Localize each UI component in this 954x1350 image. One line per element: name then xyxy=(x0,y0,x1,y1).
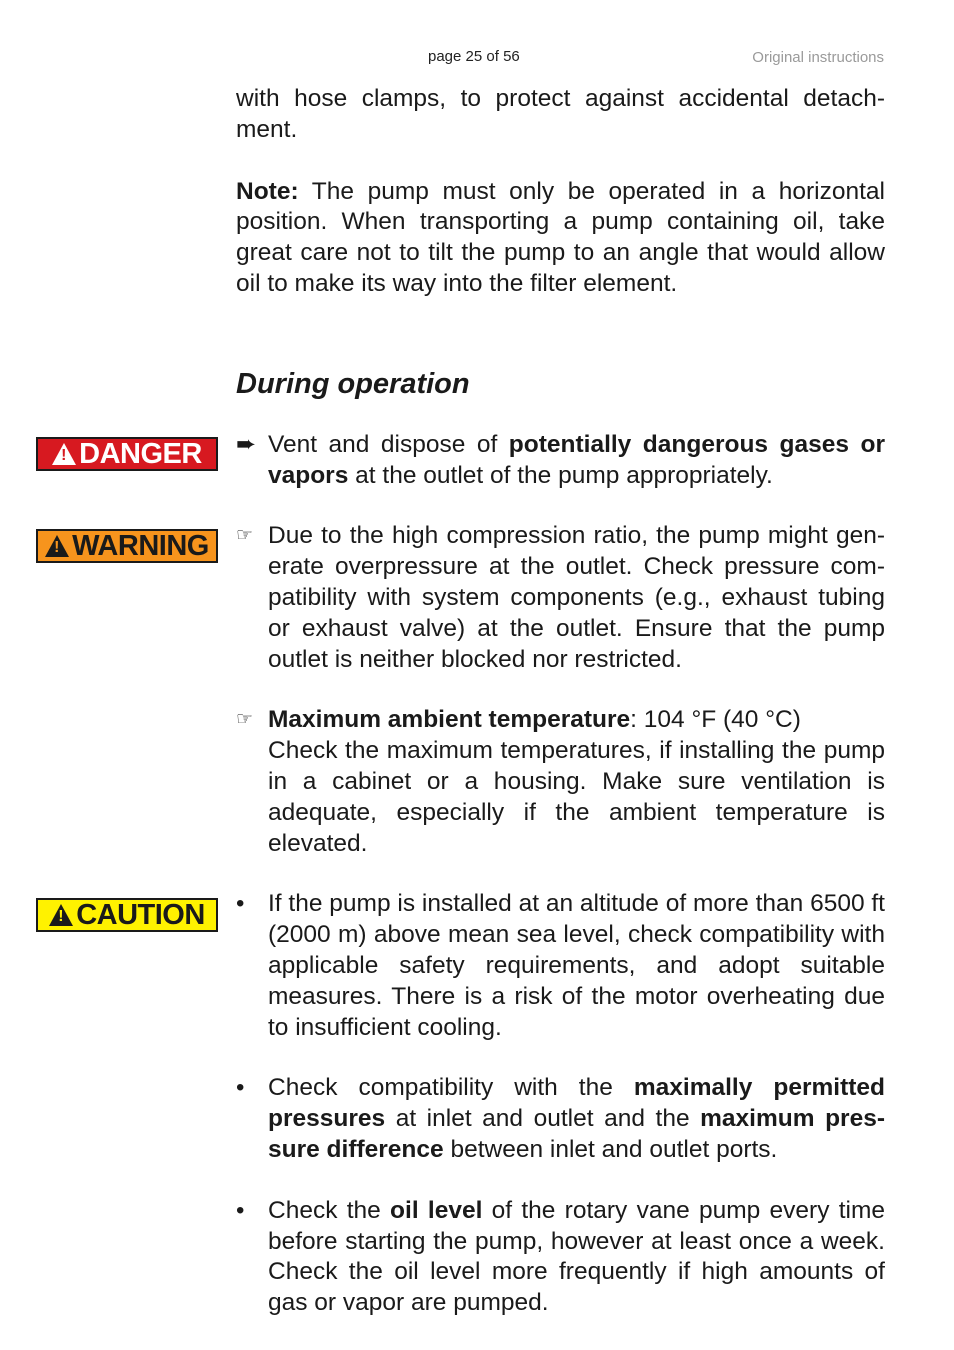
list-item-temperature xyxy=(236,705,885,859)
list-item-text: Check compatibility with the maximally permitted pressures at inlet and outlet and the maximum pres-sure difference between inlet and outlet ports. xyxy=(268,1074,885,1163)
danger-badge xyxy=(36,437,218,471)
bullet-icon: • xyxy=(236,1196,245,1224)
note-paragraph xyxy=(236,177,885,300)
document-type-label: Original instructions xyxy=(752,49,884,66)
page-header xyxy=(0,48,954,68)
list-item-text: If the pump is installed at an altitude of more than 6500 ft (2000 m) above mean sea level, check compatibility with applicable safety requirements, and adopt suitable measures. There is a risk of the motor overheating due to insufficient cooling. xyxy=(268,890,885,1041)
continuation-paragraph: with hose clamps, to protect against accidental detach-ment. xyxy=(236,85,885,143)
warning-triangle-icon: ! xyxy=(45,535,69,557)
pointing-hand-icon: ☞ xyxy=(236,525,254,547)
bullet-icon: • xyxy=(236,1074,245,1102)
bullet-icon: • xyxy=(236,890,245,918)
pointing-hand-icon: ☞ xyxy=(236,709,254,731)
arrow-icon: ➨ xyxy=(236,430,257,458)
list-item-text: Check the oil level of the rotary vane pump every time before starting the pump, however at least once a week. Check the oil level more frequently if high amounts of gas or vapor are pumped. xyxy=(268,1196,885,1317)
section-title: During operation xyxy=(236,367,470,400)
note-label: Note: xyxy=(236,177,299,205)
list-item-pressure xyxy=(236,1073,885,1165)
page-number: page 25 of 56 xyxy=(428,48,520,65)
page-content xyxy=(236,84,885,1319)
list-item-altitude xyxy=(236,889,885,1043)
list-item-text: Due to the high compression ratio, the pump might gen-erate overpressure at the outlet. Check pressure com-patibility with system components (e.g., exhaust tubing or exhaust valve) at the outlet. Ensure that the pump outlet is neither blocked nor restricted. xyxy=(268,522,885,673)
warning-triangle-icon: ! xyxy=(52,443,76,465)
warning-badge xyxy=(36,529,218,563)
danger-label: DANGER xyxy=(79,437,202,470)
list-item-text: Maximum ambient temperature: 104 °F (40 °C) Check the maximum temperatures, if installing the pump in a cabinet or a housing. Make sure ventilation is adequate, especially if the ambient temperature is elevated. xyxy=(268,706,885,857)
caution-badge xyxy=(36,898,218,932)
warning-triangle-icon: ! xyxy=(49,904,73,926)
caution-label: CAUTION xyxy=(76,898,205,931)
list-item-warning xyxy=(236,521,885,675)
list-item-text: Vent and dispose of potentially dangerous gases or vapors at the outlet of the pump appropriately. xyxy=(268,430,886,489)
list-item-oil-level xyxy=(236,1196,885,1319)
note-text: The pump must only be operated in a horizontal position. When transporting a pump containing oil, take great care not to tilt the pump to an angle that would allow oil to make its way into the filter element. xyxy=(236,177,885,297)
list-item-danger xyxy=(236,430,885,492)
warning-label: WARNING xyxy=(72,529,209,562)
